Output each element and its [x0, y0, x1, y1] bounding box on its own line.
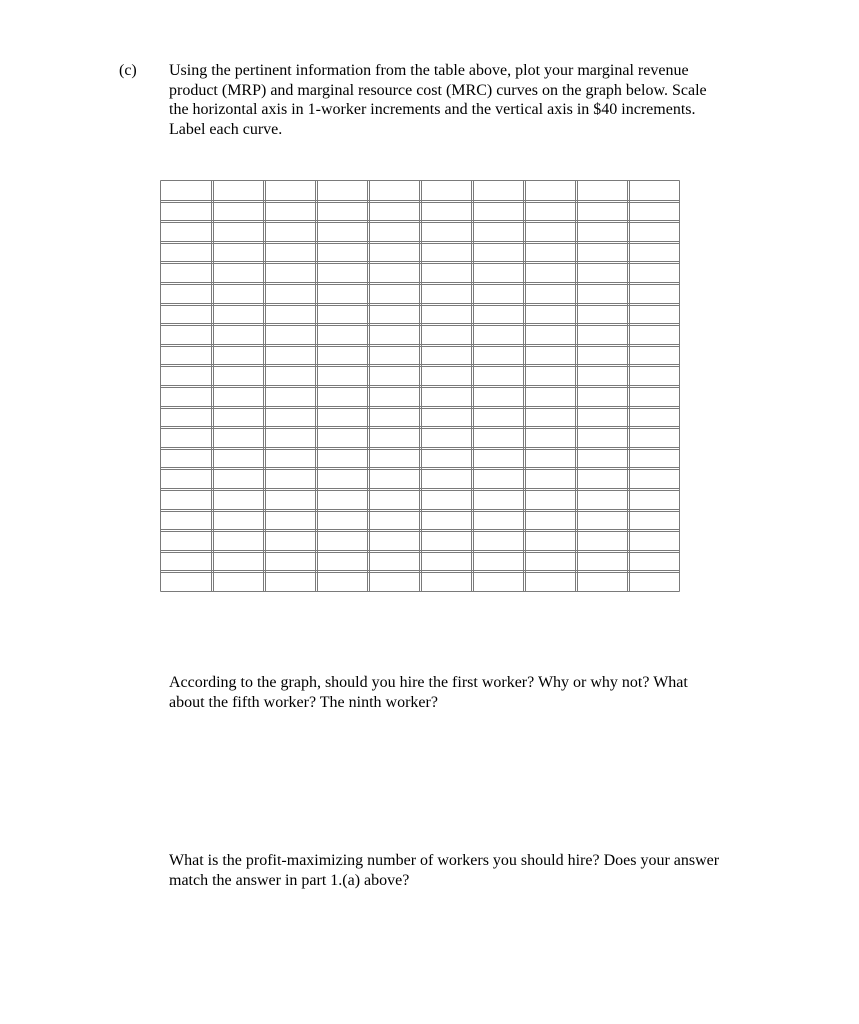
instructions-line: Label each curve.: [169, 120, 283, 138]
instructions-line: the horizontal axis in 1-worker increments and the vertical axis in $40 increments.: [169, 101, 696, 118]
blank-graph-grid[interactable]: [160, 180, 680, 592]
question-line: match the answer in part 1.(a) above?: [169, 871, 410, 889]
question-line: What is the profit-maximizing number of workers you should hire? Does your answer: [169, 852, 720, 869]
instructions-line: product (MRP) and marginal resource cost (MRC) curves on the graph below. Scale: [169, 81, 707, 99]
part-label: (c): [119, 62, 137, 79]
instructions-line: Using the pertinent information from the table above, plot your marginal revenue: [169, 62, 689, 79]
graph-grid-svg[interactable]: [160, 180, 680, 592]
question-hire-workers: [169, 673, 779, 712]
question-line: about the fifth worker? The ninth worker?: [169, 693, 438, 711]
instructions-paragraph: [169, 61, 779, 139]
question-line: According to the graph, should you hire the first worker? Why or why not? What: [169, 674, 688, 691]
question-profit-maximizing: [169, 851, 789, 890]
